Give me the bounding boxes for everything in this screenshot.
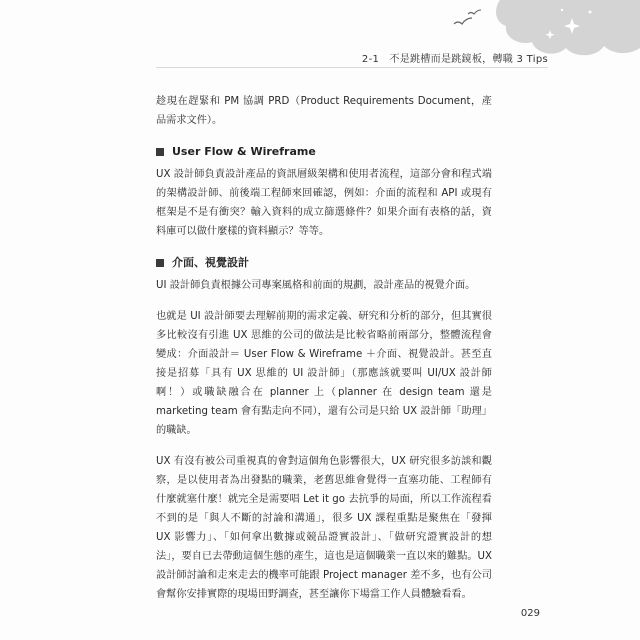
section-heading-user-flow [156, 142, 492, 161]
section-heading-visual-design [156, 253, 492, 272]
section-heading-text: 介面、視覺設計 [172, 256, 249, 269]
bird-icon [468, 10, 481, 14]
header-divider [156, 67, 548, 68]
square-bullet-icon [156, 259, 164, 267]
user-flow-paragraph: UX 設計師負責設計產品的資訊層級架構和使用者流程，這部分會和程式端的架構設計師、前後端工程師來回確認，例如：介面的流程和 API 或現有框架是不是有衝突？輸入資料的成立篩選條件？如果介面有表格的話，資料庫可以做什麼樣的資料顯示？等等。 [156, 169, 492, 237]
section-heading-text: User Flow & Wireframe [172, 145, 316, 158]
visual-design-paragraph-2: 也就是 UI 設計師要去理解前期的需求定義、研究和分析的部分，但其實很多比較沒有引進 UX 思維的公司的做法是比較省略前兩部分，整體流程會變成：介面設計＝ User Flow & Wireframe ＋介面、視覺設計。甚至直接是招募「具有 UX 思維的 UI 設計師」（那應該就要叫 UI/UX 設計師啊！）或職缺融合在 planner 上（planner 在 design team 還是 marketing team 會有點走向不同），還有公司是只給 UX 設計師「助理」的職缺。 [156, 311, 492, 436]
visual-design-paragraph-1: UI 設計師負責根據公司專案風格和前面的規劃，設計產品的視覺介面。 [156, 280, 476, 291]
running-header: 2-1 不是跳槽而是跳鏡板，轉職 3 Tips [361, 54, 548, 65]
square-bullet-icon [156, 148, 164, 156]
main-content [156, 92, 492, 616]
sparkle-dot [561, 9, 563, 11]
visual-design-paragraph-3: UX 有沒有被公司重視真的會對這個角色影響很大，UX 研究很多訪談和觀察，是以使用者為出發點的職業，老舊思維會覺得一直塞功能、工程師有什麼就塞什麼！就完全是需要唱 Let it go 去抗爭的局面，所以工作流程看不到的是「與人不斷的討論和溝通」，很多 UX 課程重點是聚焦在「發揮 UX 影響力」、「如何拿出數據或競品證實設計」、「做研究證實設計的想法」，要自已去帶動這個生態的產生，這也是這個職業一直以來的難點。UX 設計師討論和走來走去的機率可能跟 Project manager 差不多，也有公司會幫你安排實際的現場田野調查，甚至讓你下場當工作人員體驗看看。 [156, 456, 492, 600]
bird-icon [454, 18, 472, 24]
cloud-shape [496, 0, 640, 55]
intro-paragraph: 趁現在趕緊和 PM 協調 PRD（Product Requirements Document，產品需求文件）。 [156, 96, 492, 126]
sparkle-dot [589, 11, 592, 14]
page-number: 029 [520, 608, 540, 619]
